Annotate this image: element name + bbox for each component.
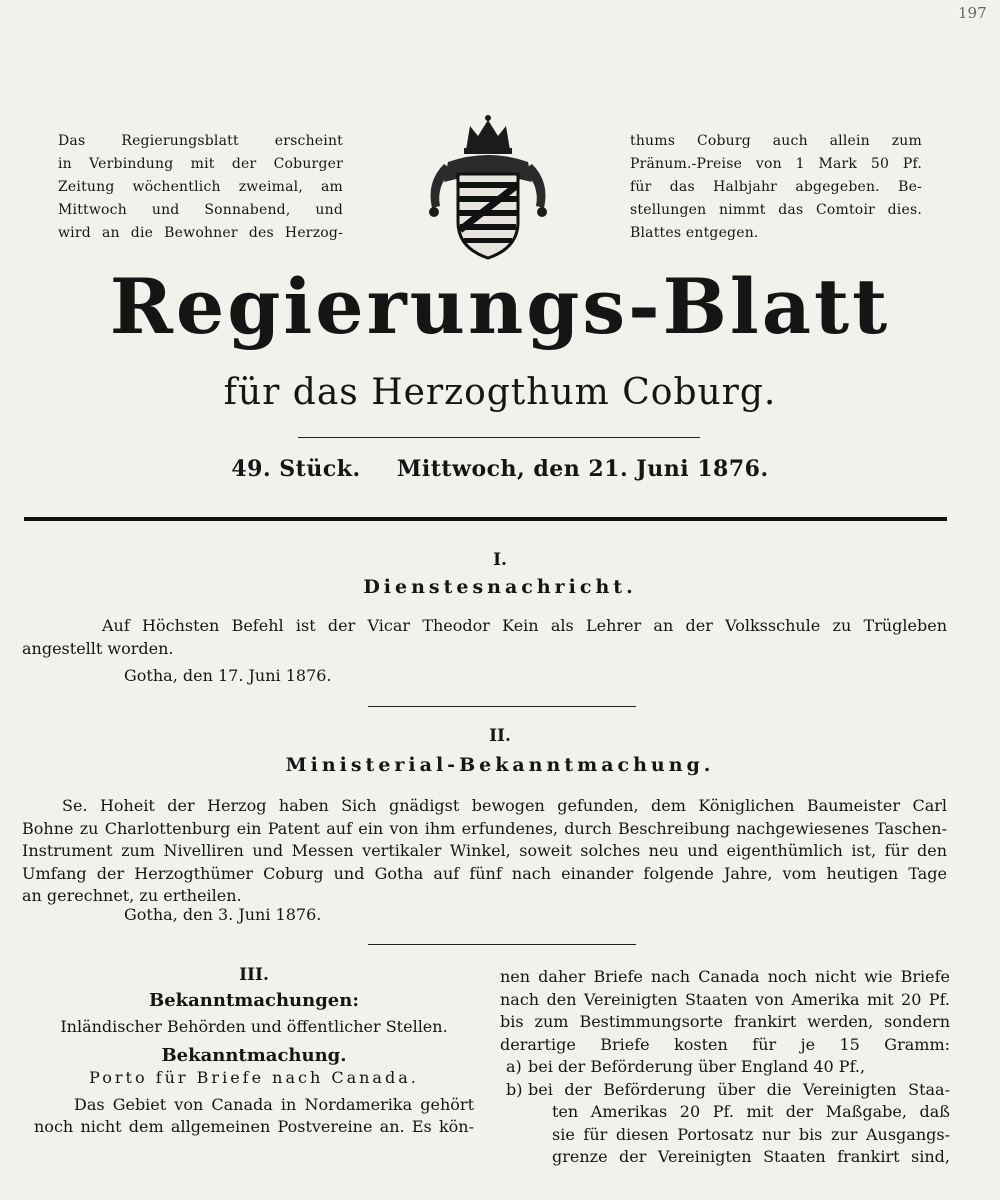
section-body <box>22 795 947 908</box>
intro-left-line: Das Regierungsblatt erscheint <box>58 133 343 149</box>
section-numeral: I. <box>493 550 507 570</box>
intro-right-line: stellungen nimmt das Comtoir dies. <box>630 202 922 218</box>
issue-date: Mittwoch, den 21. Juni 1876. <box>396 456 769 482</box>
intro-right <box>630 130 922 245</box>
issue-line <box>0 456 1000 482</box>
divider <box>368 706 636 707</box>
body-line: angestellt worden. <box>22 638 174 658</box>
body-line: Bohne zu Charlottenburg ein Patent auf ein von ihm erfundenes, durch Beschreibung nachgewiesenes Taschen- <box>22 818 947 838</box>
header-rule <box>24 517 947 521</box>
section-numeral: II. <box>489 726 511 746</box>
body-line: noch nicht dem allgemeinen Postvereine an. Es kön- <box>34 1117 474 1136</box>
intro-left-line: Zeitung wöchentlich zweimal, am <box>58 179 343 195</box>
list-item-line: sie für diesen Portosatz nur bis zur Ausgangs- <box>552 1124 950 1144</box>
intro-left <box>58 130 343 245</box>
page-number: 197 <box>958 4 987 22</box>
section-signature: Gotha, den 17. Juni 1876. <box>124 666 332 685</box>
list-item-line: ten Amerikas 20 Pf. mit der Maßgabe, daß <box>552 1102 950 1121</box>
section-three-right <box>500 966 950 1169</box>
list-item-label: b) <box>506 1079 523 1099</box>
list-item-line: bei der Beförderung über England 40 Pf., <box>528 1057 866 1076</box>
body-line: nach den Vereinigten Staaten von Amerika mit 20 Pf. <box>500 989 950 1009</box>
section-body <box>22 615 947 660</box>
section-signature: Gotha, den 3. Juni 1876. <box>124 905 322 924</box>
notice-subtitle: Porto für Briefe nach Canada. <box>89 1068 419 1087</box>
section-title: Ministerial-Bekanntmachung. <box>285 754 715 776</box>
body-line: Umfang der Herzogthümer Coburg und Gotha auf fünf nach einander folgende Jahre, vom heutigen Tage <box>22 863 947 883</box>
section-title: Bekanntmachungen: <box>149 989 359 1011</box>
coat-of-arms-icon <box>418 112 558 262</box>
intro-right-line: für das Halbjahr abgegeben. Be- <box>630 179 922 195</box>
divider <box>298 437 700 438</box>
body-line: derartige Briefe kosten für je 15 Gramm: <box>500 1034 950 1054</box>
section-title: Dienstesnachricht. <box>363 576 637 598</box>
body-line: bis zum Bestimmungsorte frankirt werden, sondern <box>500 1012 950 1031</box>
list-item-line: bei der Beförderung über die Vereinigten Staa- <box>528 1079 950 1099</box>
body-line: Auf Höchsten Befehl ist der Vicar Theodor Kein als Lehrer an der Volksschule zu Trügleben <box>102 616 947 635</box>
body-line: Das Gebiet von Canada in Nordamerika gehört <box>74 1094 474 1114</box>
divider <box>368 944 636 945</box>
masthead-title: Regierungs-Blatt <box>109 262 891 351</box>
masthead-subtitle: für das Herzogthum Coburg. <box>223 372 777 413</box>
list-item <box>500 1079 950 1169</box>
intro-right-line: thums Coburg auch allein zum <box>630 133 922 149</box>
section-subheading: Inländischer Behörden und öffentlicher Stellen. <box>60 1017 448 1036</box>
list-item-line: grenze der Vereinigten Staaten frankirt sind, <box>552 1147 950 1166</box>
list-item-label: a) <box>506 1057 522 1076</box>
body-line: an gerechnet, zu ertheilen. <box>22 886 242 905</box>
list-item <box>500 1056 950 1079</box>
body-line: nen daher Briefe nach Canada noch nicht wie Briefe <box>500 967 950 986</box>
body-line: Se. Hoheit der Herzog haben Sich gnädigst bewogen gefunden, dem Königlichen Baumeister Carl <box>62 796 947 815</box>
intro-left-line: wird an die Bewohner des Herzog- <box>58 225 343 241</box>
notice-title: Bekanntmachung. <box>161 1044 347 1066</box>
section-three-left <box>34 964 474 1139</box>
body-line: Instrument zum Nivelliren und Messen vertikaler Winkel, soweit solches neu und eigenthümlich ist, für den <box>22 841 947 860</box>
issue-number: 49. Stück. <box>231 456 361 482</box>
section-numeral: III. <box>239 965 269 985</box>
intro-left-line: Mittwoch und Sonnabend, und <box>58 202 343 218</box>
intro-right-line: Pränum.-Preise von 1 Mark 50 Pf. <box>630 156 922 172</box>
intro-right-line: Blattes entgegen. <box>630 225 759 241</box>
intro-left-line: in Verbindung mit der Coburger <box>58 156 343 172</box>
